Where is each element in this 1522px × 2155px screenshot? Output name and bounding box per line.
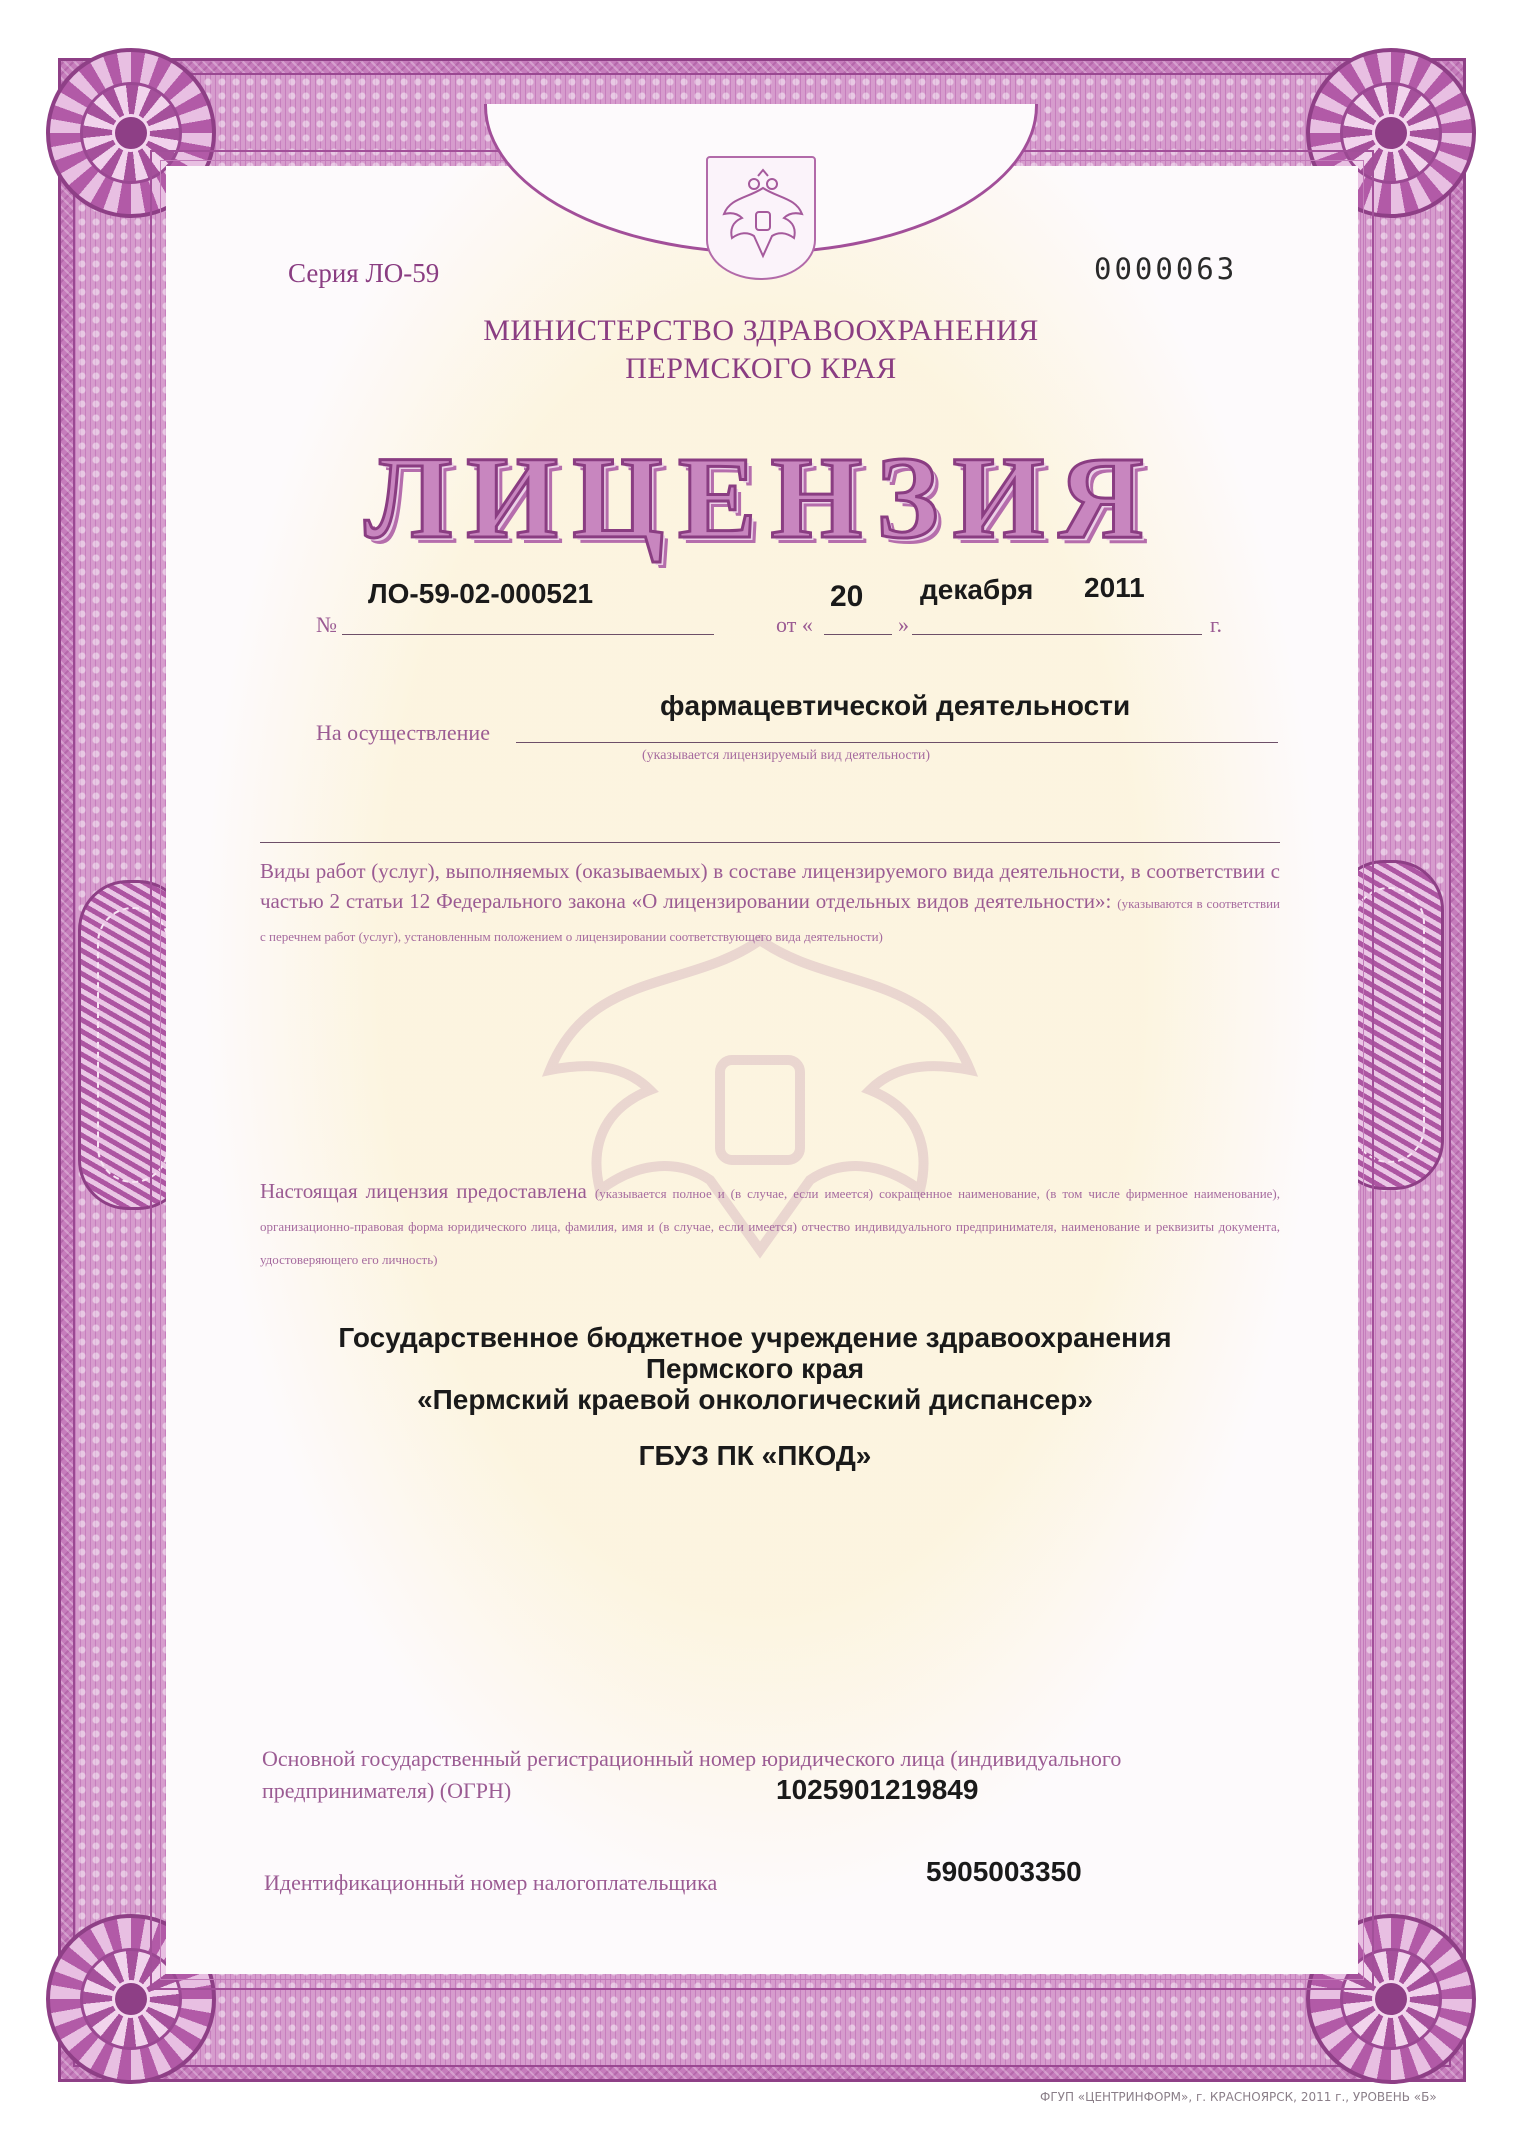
date-from-label: от «	[776, 612, 813, 637]
number-underline	[342, 634, 714, 635]
form-number: 0000063	[1094, 252, 1238, 286]
license-number: ЛО-59-02-000521	[368, 578, 594, 609]
granted-text: Настоящая лицензия предоставлена	[260, 1179, 587, 1203]
issuing-authority-line1: МИНИСТЕРСТВО ЗДРАВООХРАНЕНИЯ	[483, 314, 1039, 347]
works-paragraph	[260, 856, 1280, 952]
license-date-month: декабря	[920, 574, 1034, 605]
ogrn-label-line1: Основной государственный регистрационный номер юридического лица (индивидуального	[262, 1746, 1122, 1771]
license-holder-short-name: ГБУЗ ПК «ПКОД»	[638, 1440, 872, 1471]
works-hint: (указываются в соответствии с перечнем работ (услуг), установленным положением о лицензировании соответствующего вида деятельности)	[260, 896, 1281, 944]
inn-number: 5905003350	[926, 1856, 1082, 1887]
license-holder-line2: Пермского края	[645, 1353, 865, 1384]
day-underline	[824, 634, 892, 635]
activity-underline	[516, 742, 1278, 743]
printer-imprint: ФГУП «ЦЕНТРИНФОРМ», г. КРАСНОЯРСК, 2011 г., УРОВЕНЬ «Б»	[1040, 2090, 1437, 2104]
activity-label: На осуществление	[316, 720, 490, 745]
works-separator	[260, 842, 1280, 843]
license-holder-line1: Государственное бюджетное учреждение здравоохранения	[338, 1322, 1172, 1353]
activity-hint: (указывается лицензируемый вид деятельности)	[642, 748, 931, 763]
date-mid-label: »	[898, 612, 909, 637]
license-holder-line3: «Пермский краевой онкологический диспансер»	[417, 1384, 1093, 1415]
eagle-icon	[718, 168, 808, 268]
document-title: ЛИЦЕНЗИЯ	[364, 432, 1158, 563]
date-year-suffix: г.	[1210, 612, 1223, 637]
granted-hint: (указывается полное и (в случае, если имеется) сокращенное наименование, (в том числе фирменное наименование), организационно-правовая форма юридического лица, фамилия, имя и (в случае, если имеется) отчество индивидуального предпринимателя, наименование и реквизиты документа, удостоверяющего его личность)	[260, 1186, 1281, 1267]
works-text: Виды работ (услуг), выполняемых (оказываемых) в составе лицензируемого вида деятельности, в соответствии с частью 2 статьи 12 Федерального закона «О лицензировании отдельных видов деятельности»:	[260, 859, 1280, 913]
license-date-year: 2011	[1084, 572, 1145, 603]
inn-label: Идентификационный номер налогоплательщика	[264, 1870, 718, 1895]
coat-of-arms-icon	[706, 156, 816, 280]
granted-paragraph	[260, 1176, 1280, 1275]
ogrn-number: 1025901219849	[776, 1774, 979, 1805]
month-underline	[912, 634, 1202, 635]
licensed-activity: фармацевтической деятельности	[660, 690, 1131, 721]
license-date-day: 20	[830, 580, 864, 613]
ogrn-label-line2: предпринимателя) (ОГРН)	[262, 1778, 512, 1803]
issuing-authority-line2: ПЕРМСКОГО КРАЯ	[625, 352, 897, 385]
license-series: Серия ЛО-59	[288, 258, 440, 288]
number-label: №	[316, 612, 337, 637]
